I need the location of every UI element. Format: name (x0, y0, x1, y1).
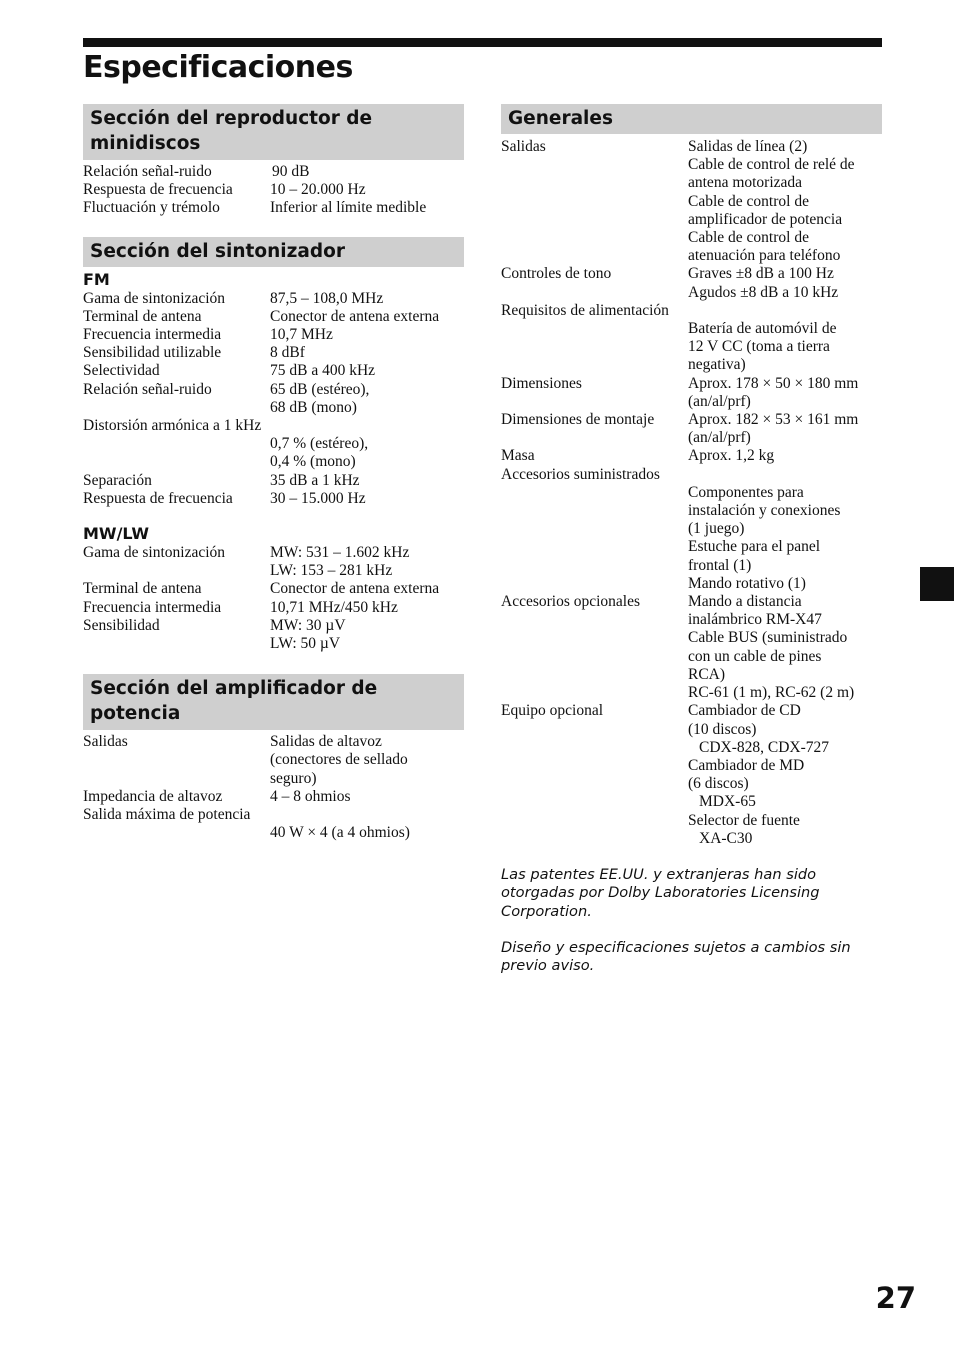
spec-value-line: Cambiador de CD (688, 702, 801, 720)
spec-label-empty (501, 484, 688, 593)
spec-value (270, 824, 464, 842)
general-section (501, 104, 882, 848)
title-rule (83, 38, 882, 47)
spec-value (688, 484, 882, 593)
spec-value-line: Batería de automóvil de (688, 320, 837, 338)
spec-row (501, 411, 882, 447)
spec-value (270, 617, 464, 653)
spec-row (501, 265, 882, 301)
spec-value-line: (conectores de sellado (270, 751, 408, 769)
spec-value (688, 593, 882, 702)
spec-value (270, 163, 464, 181)
spec-value (270, 308, 464, 326)
spec-label: Accesorios suministrados (501, 465, 660, 483)
spec-value (270, 472, 464, 490)
spec-label: Equipo opcional (501, 702, 604, 720)
spec-row (83, 435, 464, 471)
spec-value-line: 68 dB (mono) (270, 398, 357, 416)
spec-label: Relación señal-ruido (83, 380, 212, 398)
spec-value (688, 375, 882, 411)
spec-label-empty (501, 320, 688, 375)
spec-value-line: MW: 30 µV (270, 616, 346, 634)
section-heading: Sección del amplificador de potencia (83, 674, 464, 730)
spec-label: Terminal de antena (83, 307, 202, 325)
spec-label: Impedancia de altavoz (83, 787, 223, 805)
spec-label: Accesorios opcionales (501, 593, 641, 611)
spec-value-line: Inferior al límite medible (270, 199, 427, 217)
spec-value-line: 30 – 15.000 Hz (270, 489, 366, 507)
spec-label: Salida máxima de potencia (83, 806, 251, 824)
spec-value-line: Graves ±8 dB a 100 Hz (688, 265, 834, 283)
spec-row (83, 163, 464, 181)
spec-row (83, 490, 464, 508)
spec-value-line: Mando rotativo (1) (688, 574, 806, 592)
spec-value (270, 788, 464, 806)
spec-row (83, 617, 464, 653)
spec-label: Frecuencia intermedia (83, 598, 222, 616)
spec-row (83, 472, 464, 490)
spec-label: Distorsión armónica a 1 kHz (83, 417, 262, 435)
spec-value (270, 580, 464, 598)
spec-value-line: Agudos ±8 dB a 10 kHz (688, 283, 839, 301)
spec-value (270, 326, 464, 344)
fm-spec-table (83, 290, 464, 508)
spec-row (501, 702, 882, 848)
spec-label-empty (83, 824, 270, 842)
spec-row (83, 806, 464, 824)
spec-value-line: Aprox. 182 × 53 × 161 mm (688, 411, 859, 429)
spec-row (83, 326, 464, 344)
md-player-section (83, 104, 464, 218)
spec-row (501, 302, 882, 320)
spec-value-line: 90 dB (272, 163, 310, 180)
spec-row (83, 344, 464, 362)
spec-value-line: (an/al/prf) (688, 429, 751, 447)
spec-label: Relación señal-ruido (83, 163, 212, 180)
spec-value-line: Estuche para el panel (688, 538, 821, 556)
spec-value-line: 75 dB a 400 kHz (270, 362, 376, 380)
page-title: Especificaciones (83, 50, 353, 85)
spec-value-line: Componentes para (688, 483, 804, 501)
spec-label: Controles de tono (501, 265, 612, 283)
spec-row (501, 320, 882, 375)
spec-label: Fluctuación y trémolo (83, 199, 220, 217)
mwlw-spec-table (83, 544, 464, 653)
spec-value (270, 490, 464, 508)
tuner-section (83, 237, 464, 654)
spec-value (688, 702, 882, 848)
spec-value (270, 344, 464, 362)
spec-value-line: 12 V CC (toma a tierra (688, 338, 830, 356)
spec-row (501, 466, 882, 484)
spec-value-line: RC-61 (1 m), RC-62 (2 m) (688, 684, 855, 702)
spec-value (270, 544, 464, 580)
spec-row (501, 593, 882, 702)
fm-heading: FM (83, 269, 110, 289)
page-number: 27 (875, 1281, 916, 1315)
spec-row (83, 308, 464, 326)
patent-note: Las patentes EE.UU. y extranjeras han sido otorgadas por Dolby Laboratories Licensing Corporation. (501, 866, 820, 920)
spec-value-line: Conector de antena externa (270, 307, 440, 325)
spec-row (83, 788, 464, 806)
spec-value (688, 265, 882, 301)
spec-value-line: CDX-828, CDX-727 (699, 738, 830, 756)
amplifier-section (83, 674, 464, 842)
spec-label: Salidas (83, 733, 128, 751)
spec-label: Dimensiones (501, 374, 582, 392)
spec-value-line: MW: 531 – 1.602 kHz (270, 544, 410, 562)
spec-value-line: con un cable de pines (688, 647, 822, 665)
spec-value-line: 65 dB (estéreo), (270, 380, 370, 398)
spec-row (83, 181, 464, 199)
spec-label: Respuesta de frecuencia (83, 489, 233, 507)
spec-row (83, 824, 464, 842)
spec-value-line: LW: 153 – 281 kHz (270, 562, 393, 580)
spec-value (270, 733, 464, 788)
spec-label: Selectividad (83, 362, 160, 380)
spec-row (83, 381, 464, 417)
left-column (83, 104, 464, 842)
spec-value-line: 0,4 % (mono) (270, 453, 356, 471)
spec-value (270, 362, 464, 380)
spec-value-line: inalámbrico RM-X47 (688, 611, 822, 629)
spec-value-line: 35 dB a 1 kHz (270, 471, 360, 489)
spec-row (501, 138, 882, 265)
spec-value-line: 10,71 MHz/450 kHz (270, 598, 398, 616)
spec-row (83, 417, 464, 435)
spec-value-line: Conector de antena externa (270, 580, 440, 598)
spec-value-line: negativa) (688, 356, 746, 374)
spec-value-line: 10,7 MHz (270, 326, 333, 344)
spec-value-line: antena motorizada (688, 174, 803, 192)
spec-value-line: LW: 50 µV (270, 635, 341, 653)
spec-row (501, 375, 882, 411)
spec-value-line: 0,7 % (estéreo), (270, 435, 369, 453)
spec-value (688, 320, 882, 375)
spec-value (270, 181, 464, 199)
spec-value-line: Salidas de altavoz (270, 733, 382, 751)
spec-value (270, 599, 464, 617)
spec-value (688, 411, 882, 447)
spec-label: Respuesta de frecuencia (83, 181, 233, 199)
disclaimer-note: Diseño y especificaciones sujetos a cambios sin previo aviso. (501, 938, 851, 975)
spec-row (83, 599, 464, 617)
right-column (501, 104, 882, 848)
spec-label: Salidas (501, 138, 546, 155)
spec-value (270, 199, 464, 217)
section-heading: Generales (501, 104, 882, 134)
spec-row (83, 362, 464, 380)
mwlw-heading: MW/LW (83, 524, 150, 544)
spec-value-line: MDX-65 (699, 793, 756, 811)
spec-value-line: RCA) (688, 665, 726, 683)
spec-value-line: Aprox. 1,2 kg (688, 447, 775, 465)
spec-value-line: 40 W × 4 (a 4 ohmios) (270, 824, 410, 842)
spec-row (501, 447, 882, 465)
spec-value-line: 4 – 8 ohmios (270, 787, 351, 805)
section-tab-marker (920, 567, 954, 601)
spec-row (83, 733, 464, 788)
spec-label-empty (83, 435, 270, 471)
spacer (83, 218, 464, 237)
spec-row (83, 199, 464, 217)
spec-value-line: amplificador de potencia (688, 210, 843, 228)
spec-value-line: 8 dBf (270, 344, 305, 362)
spacer (83, 653, 464, 674)
spec-label: Requisitos de alimentación (501, 301, 669, 319)
spec-label: Sensibilidad utilizable (83, 344, 222, 362)
section-heading: Sección del reproductor de minidiscos (83, 104, 464, 160)
spec-label: Gama de sintonización (83, 289, 226, 307)
spec-value-line: 87,5 – 108,0 MHz (270, 289, 384, 307)
spec-value-line: Cable de control de (688, 192, 809, 210)
spec-label: Gama de sintonización (83, 544, 226, 562)
spec-table (83, 163, 464, 218)
spec-value-line: instalación y conexiones (688, 502, 841, 520)
spec-table (83, 733, 464, 842)
spec-row (83, 544, 464, 580)
spec-row (83, 580, 464, 598)
spec-value-line: Mando a distancia (688, 593, 802, 611)
spec-label: Sensibilidad (83, 616, 160, 634)
spec-value-line: Cable de control de (688, 229, 809, 247)
spec-value (270, 435, 464, 471)
spec-value-line: (an/al/prf) (688, 392, 751, 410)
spec-label: Dimensiones de montaje (501, 411, 655, 429)
spacer (83, 508, 464, 525)
spec-value-line: (1 juego) (688, 520, 745, 538)
spec-value-line: XA-C30 (699, 829, 753, 847)
spec-value-line: seguro) (270, 769, 317, 787)
spec-row (83, 290, 464, 308)
spec-table (501, 138, 882, 848)
spec-row (501, 484, 882, 593)
spec-value (688, 138, 882, 265)
spec-value-line: (10 discos) (688, 720, 757, 738)
spec-value-line: 10 – 20.000 Hz (270, 181, 366, 199)
spec-value (270, 290, 464, 308)
spec-value-line: Cable BUS (suministrado (688, 629, 848, 647)
spec-value (688, 447, 882, 465)
spec-label: Separación (83, 471, 152, 489)
section-heading: Sección del sintonizador (83, 237, 464, 267)
spec-label: Masa (501, 447, 535, 465)
spec-value-line: atenuación para teléfono (688, 247, 841, 265)
spec-label: Terminal de antena (83, 580, 202, 598)
spec-value (270, 381, 464, 417)
spec-value-line: Selector de fuente (688, 811, 800, 829)
spec-value-line: Cable de control de relé de (688, 156, 855, 174)
spec-value-line: Cambiador de MD (688, 756, 805, 774)
spec-value-line: Salidas de línea (2) (688, 138, 808, 155)
spec-label: Frecuencia intermedia (83, 326, 222, 344)
spec-value-line: Aprox. 178 × 50 × 180 mm (688, 374, 859, 392)
notes (501, 866, 882, 993)
spec-value-line: (6 discos) (688, 775, 749, 793)
spec-value-line: frontal (1) (688, 556, 752, 574)
